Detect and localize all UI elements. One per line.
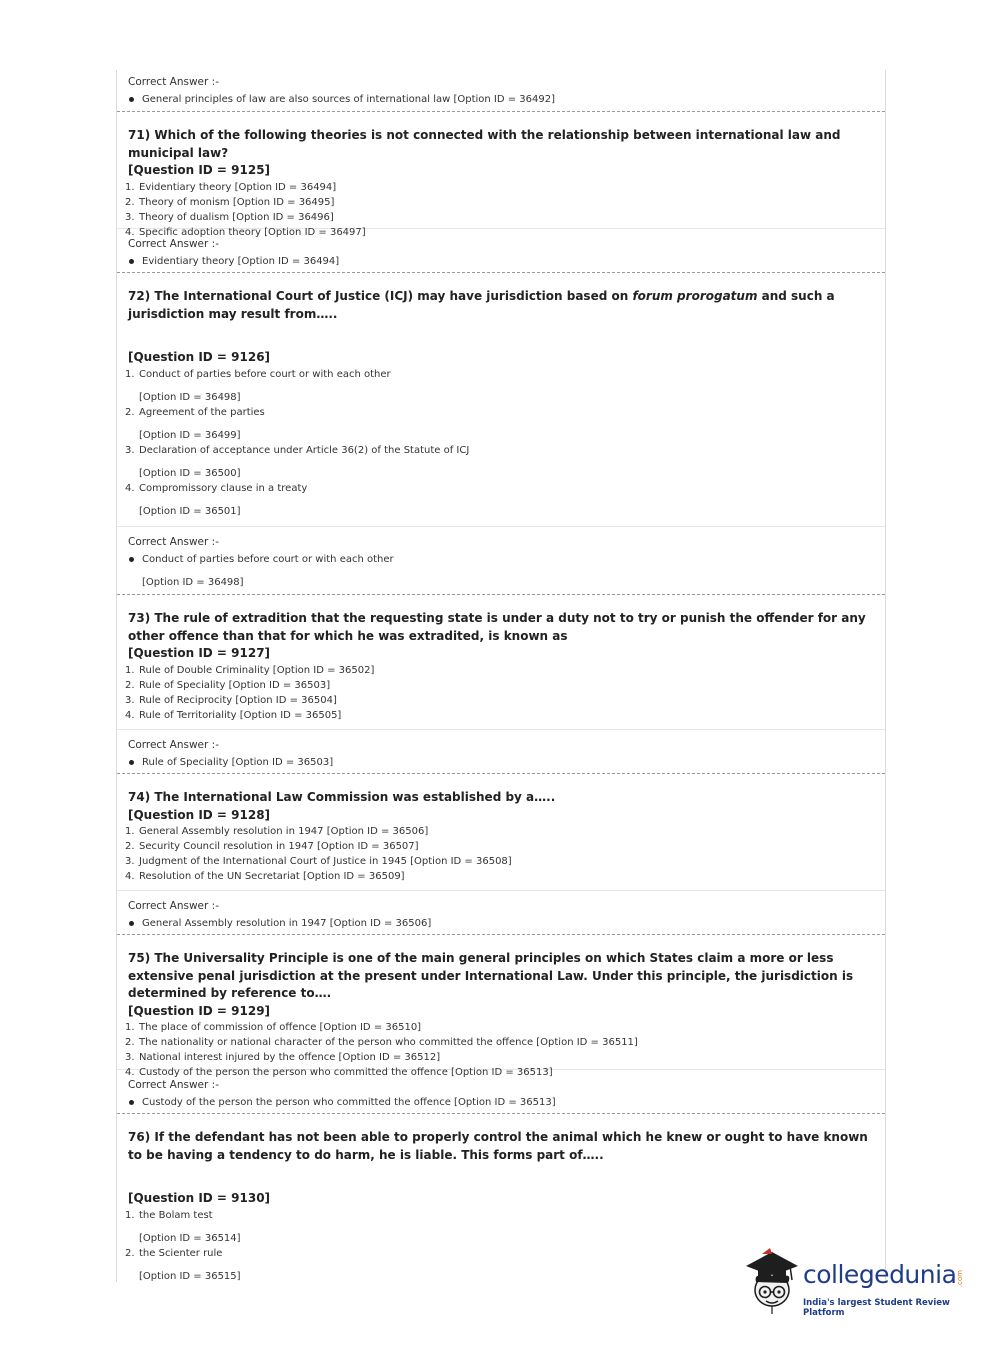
correct-answer-label: Correct Answer :- bbox=[128, 739, 219, 751]
correct-answer-text: Evidentiary theory [Option ID = 36494] bbox=[128, 253, 875, 270]
correct-answer-label: Correct Answer :- bbox=[128, 536, 219, 548]
correct-answer-text: General principles of law are also sources of international law [Option ID = 36492] bbox=[128, 91, 875, 108]
option-1: 1. the Bolam test bbox=[125, 1209, 213, 1221]
correct-answer-text: Conduct of parties before court or with each other bbox=[128, 551, 875, 568]
question-id: [Question ID = 9126] bbox=[128, 350, 271, 364]
question-75 bbox=[117, 935, 885, 1078]
correct-answer-block bbox=[117, 229, 885, 273]
option-2: 2. Agreement of the parties bbox=[125, 406, 265, 418]
option-1-id: [Option ID = 36498] bbox=[139, 391, 241, 403]
option-2: 2. Security Council resolution in 1947 [Option ID = 36507] bbox=[125, 841, 419, 852]
correct-answer-id: [Option ID = 36498] bbox=[142, 577, 244, 588]
question-text: 72) The International Court of Justice (ICJ) may have jurisdiction based on forum prorogatum and such a jurisdiction may result from….. bbox=[128, 289, 835, 321]
option-1-id: [Option ID = 36514] bbox=[139, 1232, 241, 1244]
correct-answer-label: Correct Answer :- bbox=[128, 900, 219, 912]
correct-answer-block bbox=[117, 70, 885, 112]
question-id: [Question ID = 9128] bbox=[128, 807, 271, 822]
question-number: 71) bbox=[128, 128, 151, 142]
option-1: 1. Evidentiary theory [Option ID = 36494] bbox=[125, 181, 337, 193]
correct-answer-text: Custody of the person the person who committed the offence [Option ID = 36513] bbox=[128, 1094, 875, 1111]
logo-name: collegedunia bbox=[803, 1260, 957, 1289]
correct-answer-label: Correct Answer :- bbox=[128, 1079, 219, 1091]
option-4: 4. Specific adoption theory [Option ID = 36497] bbox=[125, 226, 366, 238]
correct-answer-block bbox=[117, 527, 885, 595]
question-text bbox=[128, 127, 875, 162]
question-text bbox=[128, 610, 875, 645]
question-body: If the defendant has not been able to properly control the animal which he knew or ought to have known to be having a tendency to do harm, he is liable. This forms part of….. bbox=[128, 1130, 868, 1162]
option-4: 4. Custody of the person the person who committed the offence [Option ID = 36513] bbox=[125, 1067, 553, 1078]
option-4-id: [Option ID = 36501] bbox=[139, 505, 241, 517]
option-2: 2. the Scienter rule bbox=[125, 1247, 223, 1259]
question-number: 76) bbox=[128, 1130, 151, 1144]
correct-answer-label: Correct Answer :- bbox=[128, 238, 219, 250]
option-2-id: [Option ID = 36515] bbox=[139, 1270, 241, 1282]
question-number: 73) bbox=[128, 611, 151, 625]
question-72 bbox=[117, 273, 885, 527]
question-number: 74) bbox=[128, 790, 151, 804]
correct-answer-block bbox=[117, 730, 885, 774]
option-2: 2. Theory of monism [Option ID = 36495] bbox=[125, 196, 335, 208]
latin-term: forum prorogatum bbox=[632, 289, 758, 303]
option-3: 3. National interest injured by the offence [Option ID = 36512] bbox=[125, 1052, 441, 1063]
correct-answer-text: General Assembly resolution in 1947 [Option ID = 36506] bbox=[128, 915, 875, 932]
option-3: 3. Declaration of acceptance under Article 36(2) of the Statute of ICJ bbox=[125, 444, 470, 456]
option-3: 3. Rule of Reciprocity [Option ID = 36504] bbox=[125, 694, 337, 706]
logo-tagline: India's largest Student Review Platform bbox=[803, 1298, 950, 1318]
option-2: 2. Rule of Speciality [Option ID = 36503] bbox=[125, 679, 331, 691]
question-73 bbox=[117, 595, 885, 730]
option-1: 1. General Assembly resolution in 1947 [Option ID = 36506] bbox=[125, 826, 429, 837]
question-body: The International Law Commission was established by a….. bbox=[154, 790, 556, 804]
question-body: The Universality Principle is one of the main general principles on which States claim a more or less extensive penal jurisdiction at the present under International Law. Under this principle, the jurisdiction is determined by reference to…. bbox=[128, 951, 854, 1000]
question-74 bbox=[117, 774, 885, 891]
option-2-id: [Option ID = 36499] bbox=[139, 429, 241, 441]
question-text bbox=[128, 1129, 875, 1164]
question-id: [Question ID = 9127] bbox=[128, 646, 271, 660]
correct-answer-block bbox=[117, 891, 885, 935]
option-3: 3. Theory of dualism [Option ID = 36496] bbox=[125, 211, 334, 223]
option-4: 4. Rule of Territoriality [Option ID = 36505] bbox=[125, 709, 342, 721]
question-id: [Question ID = 9129] bbox=[128, 1003, 271, 1018]
question-71 bbox=[117, 112, 885, 238]
option-1: 1. The place of commission of offence [Option ID = 36510] bbox=[125, 1022, 422, 1033]
option-3-id: [Option ID = 36500] bbox=[139, 467, 241, 479]
question-text bbox=[128, 950, 875, 1003]
option-4: 4. Compromissory clause in a treaty bbox=[125, 482, 308, 494]
option-3: 3. Judgment of the International Court of Justice in 1945 [Option ID = 36508] bbox=[125, 856, 512, 867]
correct-answer-block bbox=[117, 1070, 885, 1114]
option-1: 1. Conduct of parties before court or with each other bbox=[125, 368, 391, 380]
option-2: 2. The nationality or national character of the person who committed the offence [Option ID = 36511] bbox=[125, 1037, 638, 1048]
correct-answer-text: Rule of Speciality [Option ID = 36503] bbox=[128, 754, 875, 771]
question-number: 75) bbox=[128, 951, 151, 965]
logo-suffix: .com bbox=[956, 1270, 964, 1288]
collegedunia-logo[interactable] bbox=[742, 1246, 972, 1316]
question-id: [Question ID = 9130] bbox=[128, 1191, 271, 1205]
option-4: 4. Resolution of the UN Secretariat [Option ID = 36509] bbox=[125, 871, 405, 882]
option-1: 1. Rule of Double Criminality [Option ID = 36502] bbox=[125, 664, 375, 676]
question-body: The rule of extradition that the requesting state is under a duty not to try or punish the offender for any other offence than that for which he was extradited, is known as bbox=[128, 611, 866, 643]
question-body: Which of the following theories is not connected with the relationship between international law and municipal law? bbox=[128, 128, 841, 160]
question-number: 72) bbox=[128, 289, 151, 303]
question-text bbox=[128, 789, 875, 807]
mascot-icon bbox=[742, 1246, 802, 1316]
question-id: [Question ID = 9125] bbox=[128, 163, 271, 177]
question-paper-sheet bbox=[116, 70, 886, 1282]
correct-answer-label: Correct Answer :- bbox=[128, 76, 219, 88]
